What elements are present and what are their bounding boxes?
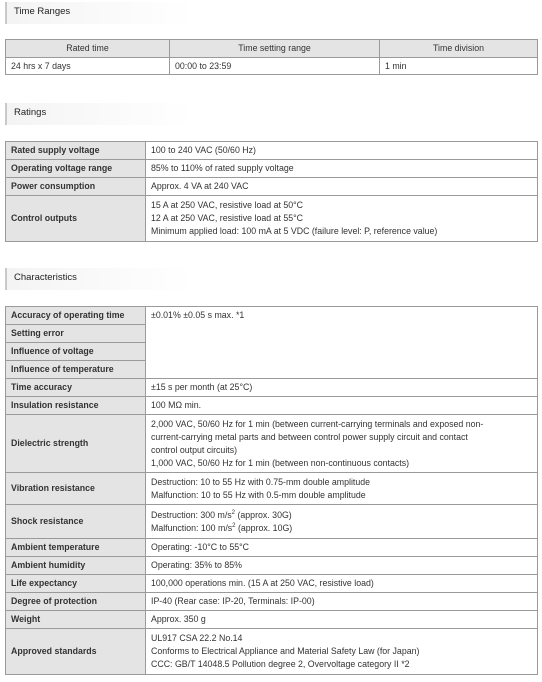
ratings-table (5, 141, 538, 242)
control-outputs-line: Minimum applied load: 100 mA at 5 VDC (failure level: P, reference value) (151, 226, 438, 236)
characteristics-heading (5, 268, 539, 290)
shock-malfunction-line (151, 522, 532, 535)
characteristics-title: Characteristics (14, 272, 77, 283)
vibration-resistance-line: Malfunction: 10 to 55 Hz with 0.5-mm double amplitude (151, 489, 366, 500)
ratings-heading (5, 103, 539, 125)
dielectric-strength-label: Dielectric strength (6, 415, 146, 473)
shock-malfunction-exponent: 2 (232, 522, 236, 529)
time-setting-range-header: Time setting range (170, 40, 380, 58)
control-outputs-line: 12 A at 250 VAC, resistive load at 55°C (151, 213, 304, 223)
influence-of-temperature-label: Influence of temperature (6, 361, 146, 379)
operating-voltage-range-label: Operating voltage range (6, 160, 146, 178)
characteristics-table (5, 306, 538, 675)
time-ranges-heading (5, 2, 539, 24)
vibration-resistance-value (146, 473, 538, 505)
life-expectancy-value: 100,000 operations min. (15 A at 250 VAC, resistive load) (146, 575, 538, 593)
power-consumption-value: Approx. 4 VA at 240 VAC (146, 178, 538, 196)
dielectric-strength-line: control output circuits) (151, 444, 238, 455)
ambient-temperature-value: Operating: -10°C to 55°C (146, 539, 538, 557)
weight-label: Weight (6, 611, 146, 629)
accuracy-value: ±0.01% ±0.05 s max. *1 (146, 307, 538, 379)
degree-of-protection-label: Degree of protection (6, 593, 146, 611)
accuracy-of-operating-time-label: Accuracy of operating time (6, 307, 146, 325)
shock-malfunction-text: Malfunction: 100 m/s (151, 522, 233, 533)
vibration-resistance-label: Vibration resistance (6, 473, 146, 505)
vibration-resistance-line: Destruction: 10 to 55 Hz with 0.75-mm double amplitude (151, 476, 371, 487)
life-expectancy-label: Life expectancy (6, 575, 146, 593)
weight-value: Approx. 350 g (146, 611, 538, 629)
ambient-temperature-label: Ambient temperature (6, 539, 146, 557)
rated-time-value: 24 hrs x 7 days (6, 58, 170, 75)
shock-destruction-exponent: 2 (231, 509, 236, 516)
time-division-value: 1 min (380, 58, 538, 75)
power-consumption-label: Power consumption (6, 178, 146, 196)
ambient-humidity-label: Ambient humidity (6, 557, 146, 575)
time-ranges-table (5, 39, 538, 75)
approved-standards-value (146, 629, 538, 675)
dielectric-strength-line: 1,000 VAC, 50/60 Hz for 1 min (between non-continuous contacts) (151, 457, 410, 468)
control-outputs-label: Control outputs (6, 196, 146, 242)
approved-standards-line: Conforms to Electrical Appliance and Material Safety Law (for Japan) (151, 646, 420, 656)
control-outputs-value (146, 196, 538, 242)
rated-time-header: Rated time (6, 40, 170, 58)
time-setting-range-value: 00:00 to 23:59 (170, 58, 380, 75)
time-accuracy-label: Time accuracy (6, 379, 146, 397)
shock-destruction-text: Destruction: 300 m/s (151, 509, 232, 520)
setting-error-label: Setting error (6, 325, 146, 343)
ratings-title: Ratings (14, 107, 47, 118)
shock-resistance-label: Shock resistance (6, 505, 146, 539)
ambient-humidity-value: Operating: 35% to 85% (146, 557, 538, 575)
shock-resistance-value (146, 505, 538, 539)
shock-malfunction-approx: (approx. 10G) (235, 522, 293, 533)
dielectric-strength-value (146, 415, 538, 473)
operating-voltage-range-value: 85% to 110% of rated supply voltage (146, 160, 538, 178)
approved-standards-label: Approved standards (6, 629, 146, 675)
control-outputs-line: 15 A at 250 VAC, resistive load at 50°C (151, 200, 304, 210)
time-ranges-title: Time Ranges (14, 6, 71, 17)
rated-supply-voltage-value: 100 to 240 VAC (50/60 Hz) (146, 142, 538, 160)
time-accuracy-value: ±15 s per month (at 25°C) (146, 379, 538, 397)
insulation-resistance-label: Insulation resistance (6, 397, 146, 415)
shock-destruction-line (151, 509, 532, 522)
dielectric-strength-line: current-carrying metal parts and between control power supply circuit and contact (151, 431, 468, 442)
shock-destruction-approx: (approx. 30G) (235, 509, 292, 520)
approved-standards-line: CCC: GB/T 14048.5 Pollution degree 2, Overvoltage category II *2 (151, 659, 410, 669)
degree-of-protection-value: IP-40 (Rear case: IP-20, Terminals: IP-00) (146, 593, 538, 611)
approved-standards-line: UL917 CSA 22.2 No.14 (151, 633, 243, 643)
rated-supply-voltage-label: Rated supply voltage (6, 142, 146, 160)
influence-of-voltage-label: Influence of voltage (6, 343, 146, 361)
insulation-resistance-value: 100 MΩ min. (146, 397, 538, 415)
dielectric-strength-line: 2,000 VAC, 50/60 Hz for 1 min (between current-carrying terminals and exposed non- (151, 418, 484, 429)
time-division-header: Time division (380, 40, 538, 58)
